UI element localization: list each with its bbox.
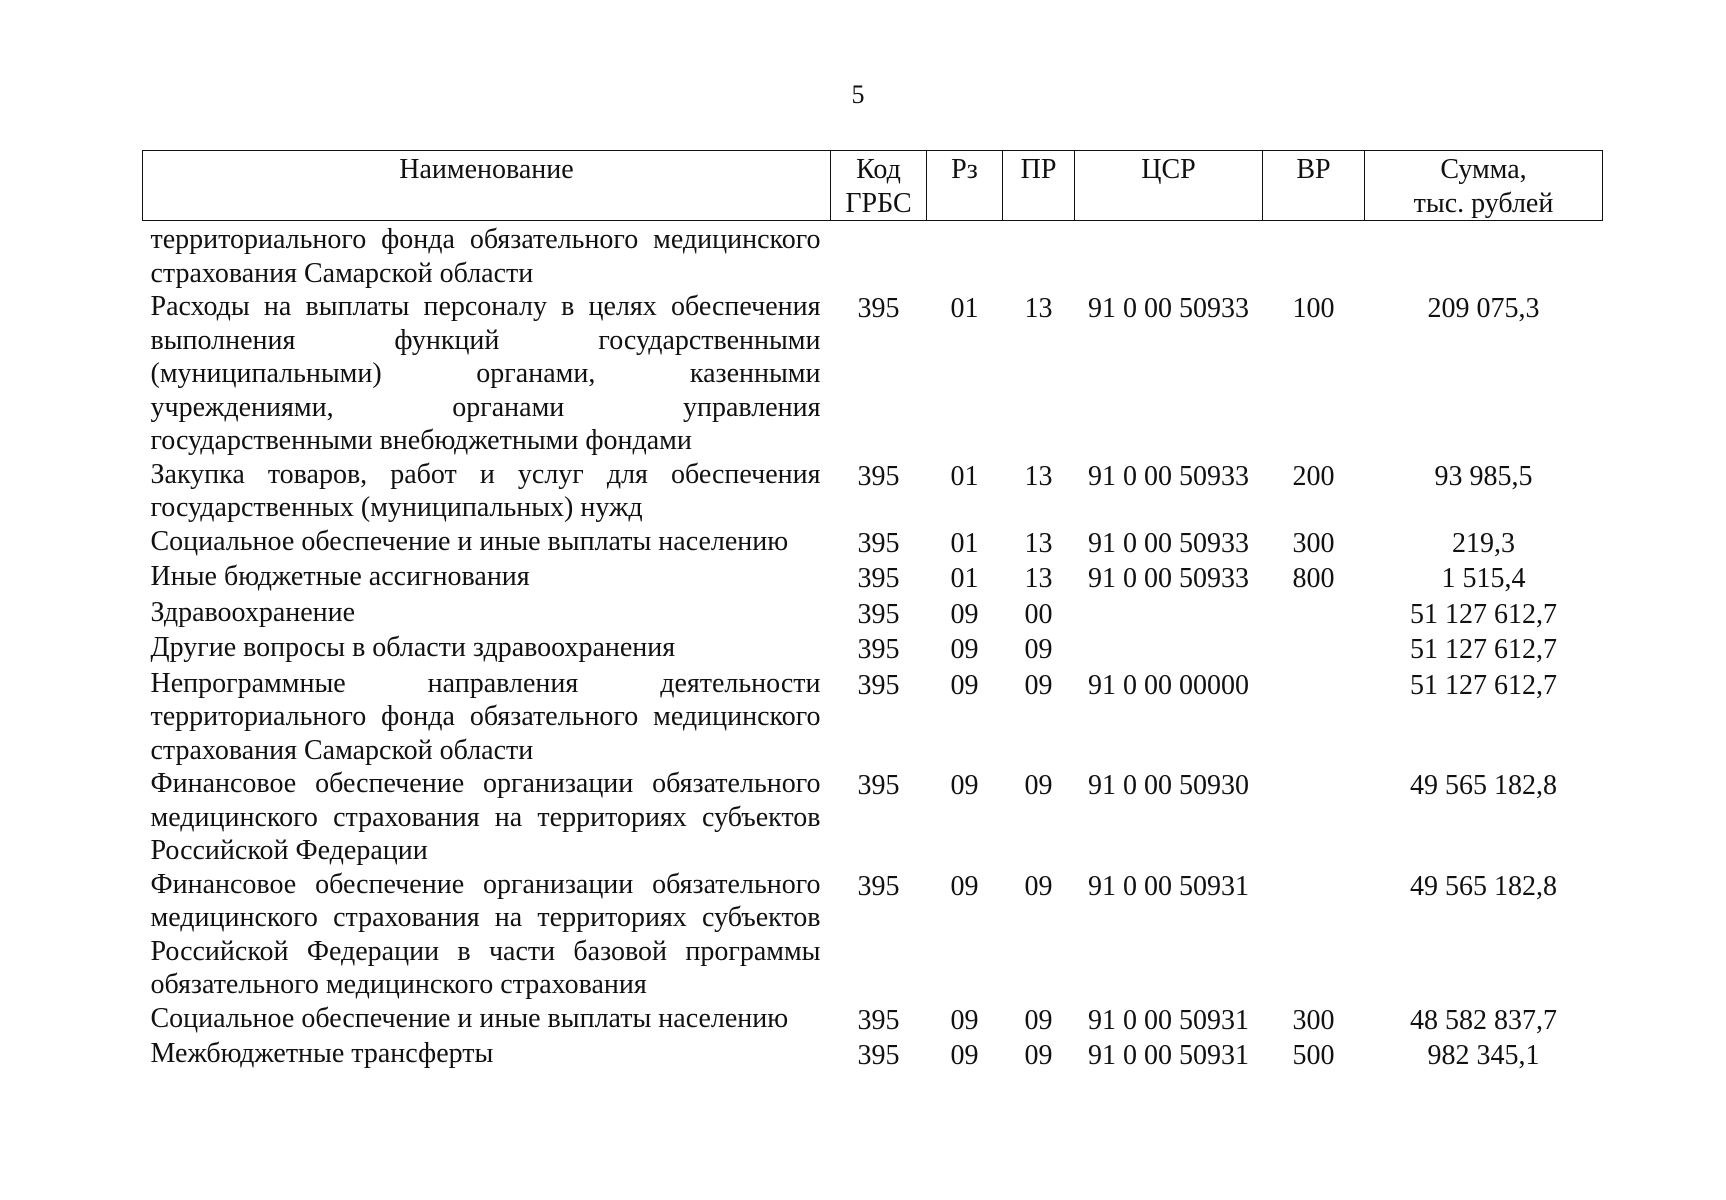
header-grbs	[831, 151, 927, 221]
row-sum	[1365, 221, 1603, 291]
row-grbs: 395	[857, 527, 900, 559]
row-vr: 300	[1292, 527, 1335, 559]
header-name: Наименование	[143, 151, 831, 221]
header-sum	[1365, 151, 1603, 221]
row-csr: 91 0 00 50931	[1088, 1004, 1249, 1036]
row-grbs	[831, 221, 927, 291]
row-pr	[1003, 221, 1075, 291]
row-pr: 13	[1024, 527, 1053, 559]
row-rz: 01	[950, 563, 979, 594]
row-pr: 13	[1024, 293, 1053, 324]
row-csr: 91 0 00 00000	[1088, 669, 1249, 701]
table-row	[143, 631, 1603, 667]
table-row	[143, 458, 1603, 525]
row-csr: 91 0 00 50931	[1088, 1040, 1249, 1071]
row-grbs: 395	[857, 870, 900, 902]
row-vr	[1263, 631, 1365, 667]
row-name: Социальное обеспечение и иные выплаты населению	[150, 525, 789, 557]
header-row	[143, 151, 1603, 221]
row-name: Закупка товаров, работ и услуг для обеспечения государственных (муниципальных) нужд	[150, 458, 821, 523]
row-rz: 09	[950, 770, 979, 801]
row-name: Финансовое обеспечение организации обязательного медицинского страхования на территориях субъектов Российской Федерации в части базовой программы обязательного медицинского страхования	[150, 868, 821, 1000]
row-grbs: 395	[857, 563, 900, 594]
row-sum: 51 127 612,7	[1410, 598, 1557, 630]
table-row	[143, 525, 1603, 561]
table-row	[143, 221, 1603, 291]
row-csr	[1075, 631, 1263, 667]
row-sum: 93 985,5	[1434, 460, 1533, 492]
row-sum: 51 127 612,7	[1410, 669, 1557, 701]
table-row	[143, 1002, 1603, 1038]
row-pr: 13	[1024, 563, 1053, 594]
row-csr: 91 0 00 50933	[1088, 460, 1249, 492]
header-sum-line2: тыс. рублей	[1413, 187, 1554, 219]
row-name: Здравоохранение	[150, 596, 356, 628]
table-row	[143, 868, 1603, 1002]
row-vr	[1263, 667, 1365, 768]
row-name: Другие вопросы в области здравоохранения	[150, 632, 676, 663]
row-pr: 13	[1024, 460, 1053, 492]
row-csr: 91 0 00 50933	[1088, 563, 1249, 594]
row-grbs: 395	[857, 293, 900, 324]
header-rz: Рз	[927, 151, 1003, 221]
row-vr: 200	[1292, 460, 1335, 492]
row-pr: 09	[1024, 870, 1053, 902]
row-vr: 800	[1292, 563, 1335, 594]
row-rz: 09	[950, 669, 979, 701]
row-sum: 209 075,3	[1427, 293, 1540, 324]
header-vr: ВР	[1263, 151, 1365, 221]
row-pr: 09	[1024, 1004, 1053, 1036]
row-name: Расходы на выплаты персоналу в целях обеспечения выполнения функций государственными (муниципальными) органами, казенными учреждениями, органами управления государственными внебюджетными фондами	[150, 291, 821, 456]
row-csr: 91 0 00 50933	[1088, 527, 1249, 559]
row-rz: 01	[950, 460, 979, 492]
row-sum: 49 565 182,8	[1410, 770, 1557, 801]
row-rz	[927, 221, 1003, 291]
row-rz: 09	[950, 1004, 979, 1036]
row-vr	[1263, 767, 1365, 868]
row-rz: 01	[950, 293, 979, 324]
row-name: Социальное обеспечение и иные выплаты населению	[150, 1002, 789, 1034]
table-body	[143, 221, 1603, 1073]
budget-table	[142, 150, 1603, 1073]
row-pr: 09	[1024, 634, 1053, 665]
row-csr: 91 0 00 50930	[1088, 770, 1249, 801]
row-vr: 500	[1292, 1040, 1335, 1071]
row-grbs: 395	[857, 669, 900, 701]
row-grbs: 395	[857, 1004, 900, 1036]
row-sum: 49 565 182,8	[1410, 870, 1557, 902]
row-pr: 09	[1024, 669, 1053, 701]
row-sum: 51 127 612,7	[1410, 634, 1557, 665]
row-sum: 1 515,4	[1441, 563, 1526, 594]
row-csr	[1075, 596, 1263, 632]
row-csr: 91 0 00 50933	[1088, 293, 1249, 324]
header-grbs-line1: Код	[856, 154, 901, 185]
row-name: Иные бюджетные ассигнования	[150, 561, 530, 592]
table-row	[143, 290, 1603, 458]
table-row	[143, 767, 1603, 868]
row-name: территориального фонда обязательного медицинского страхования Самарской области	[150, 224, 821, 289]
header-sum-line1: Сумма,	[1440, 154, 1527, 185]
page-number: 5	[851, 80, 865, 109]
row-grbs: 395	[857, 598, 900, 630]
row-sum: 219,3	[1452, 527, 1515, 559]
row-vr	[1263, 221, 1365, 291]
row-pr: 00	[1024, 598, 1053, 630]
table-header	[143, 151, 1603, 221]
row-vr: 100	[1292, 293, 1335, 324]
row-grbs: 395	[857, 770, 900, 801]
header-grbs-line2: ГРБС	[845, 187, 912, 219]
table-row	[143, 596, 1603, 632]
row-rz: 09	[950, 870, 979, 902]
row-name: Непрограммные направления деятельности территориального фонда обязательного медицинского страхования Самарской области	[150, 667, 821, 766]
row-sum: 982 345,1	[1427, 1040, 1540, 1071]
row-rz: 09	[950, 598, 979, 630]
row-name: Межбюджетные трансферты	[150, 1038, 494, 1069]
header-pr: ПР	[1003, 151, 1075, 221]
row-vr	[1263, 868, 1365, 1002]
row-csr: 91 0 00 50931	[1088, 870, 1249, 902]
table-row	[143, 1037, 1603, 1073]
row-rz: 01	[950, 527, 979, 559]
row-rz: 09	[950, 1040, 979, 1071]
row-pr: 09	[1024, 770, 1053, 801]
row-sum: 48 582 837,7	[1410, 1004, 1557, 1036]
row-vr: 300	[1292, 1004, 1335, 1036]
row-csr	[1075, 221, 1263, 291]
row-vr	[1263, 596, 1365, 632]
row-grbs: 395	[857, 1040, 900, 1071]
row-grbs: 395	[857, 460, 900, 492]
row-pr: 09	[1024, 1040, 1053, 1071]
table-row	[143, 667, 1603, 768]
table-row	[143, 560, 1603, 596]
row-grbs: 395	[857, 634, 900, 665]
header-csr: ЦСР	[1075, 151, 1263, 221]
row-rz: 09	[950, 634, 979, 665]
row-name: Финансовое обеспечение организации обязательного медицинского страхования на территориях субъектов Российской Федерации	[150, 768, 821, 866]
